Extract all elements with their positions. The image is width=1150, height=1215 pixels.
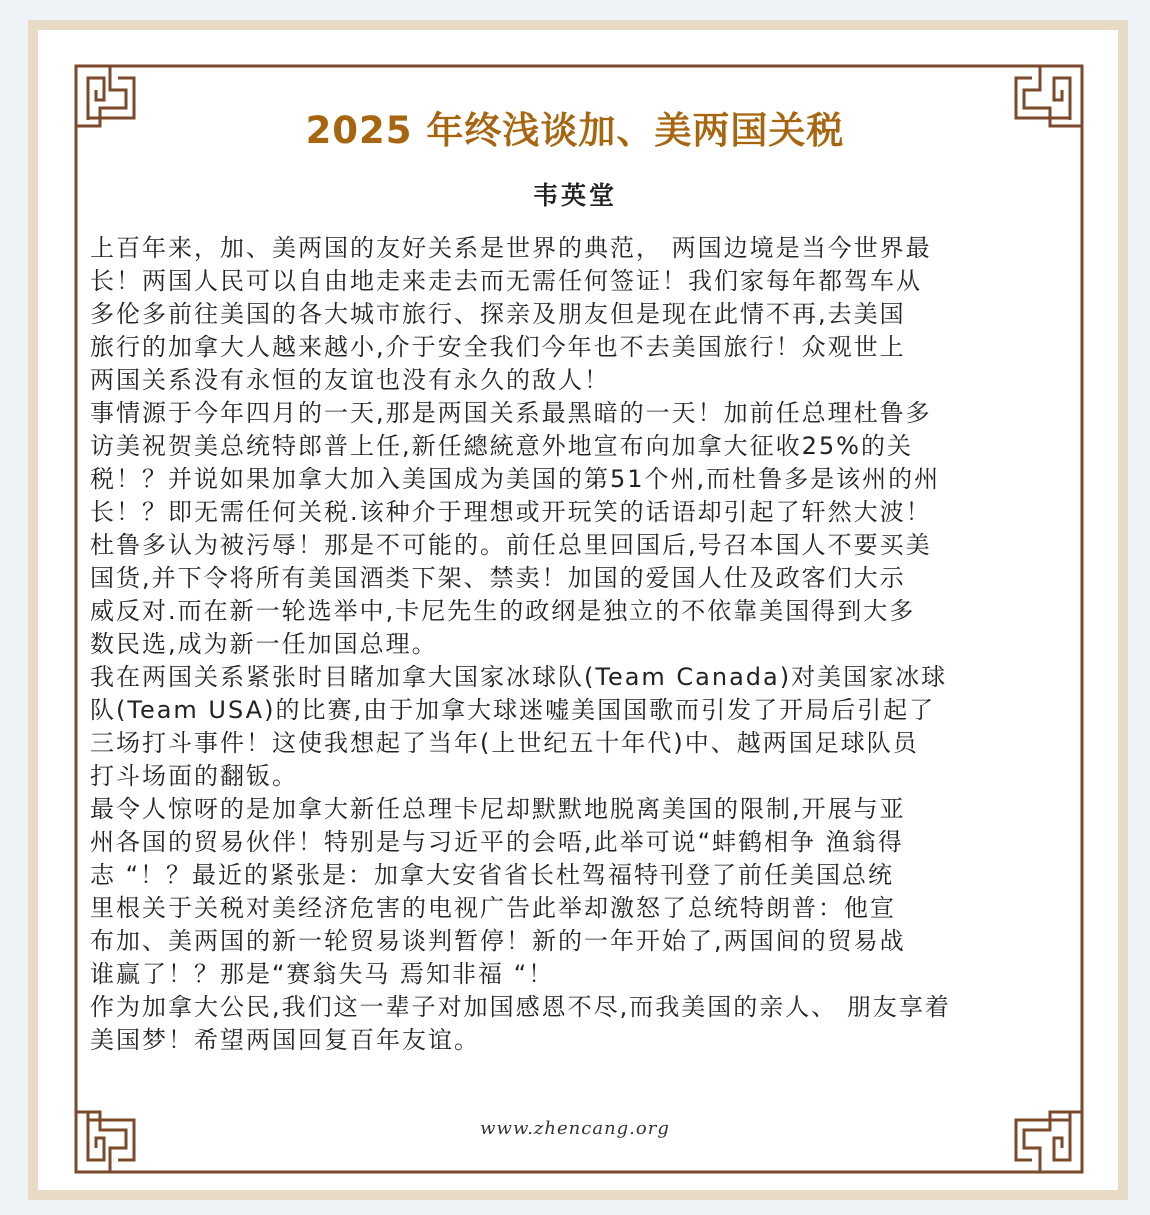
body-line: 两国关系没有永恒的友谊也没有永久的敌人！ bbox=[90, 366, 610, 394]
article-body bbox=[90, 232, 1062, 1057]
body-line: 威反对.而在新一轮选举中,卡尼先生的政纲是独立的不依靠美国得到大多 bbox=[90, 597, 916, 625]
body-line: 杜鲁多认为被污辱！那是不可能的。前任总里回国后,号召本国人不要买美 bbox=[90, 531, 932, 559]
article-author: 韦英堂 bbox=[532, 181, 617, 210]
body-line: 打斗场面的翻钣。 bbox=[90, 762, 298, 790]
body-line: 多伦多前往美国的各大城市旅行、探亲及朋友但是现在此情不再,去美国 bbox=[90, 300, 906, 328]
body-line: 访美祝贺美总统特郎普上任,新任總統意外地宣布向加拿大征收25%的关 bbox=[90, 432, 913, 460]
article-title: 2025 年终浅谈加、美两国关税 bbox=[305, 109, 845, 152]
body-line: 州各国的贸易伙伴！特别是与习近平的会唔,此举可说“蚌鹤相争 渔翁得 bbox=[90, 828, 904, 856]
body-line: 志 “！？最近的紧张是：加拿大安省省长杜驾福特刊登了前任美国总统 bbox=[90, 861, 895, 889]
body-line: 三场打斗事件！这使我想起了当年(上世纪五十年代)中、越两国足球队员 bbox=[90, 729, 919, 757]
body-line: 事情源于今年四月的一天,那是两国关系最黑暗的一天！加前任总理杜鲁多 bbox=[90, 399, 932, 427]
body-line: 长！两国人民可以自由地走来走去而无需任何签证！我们家每年都驾车从 bbox=[90, 267, 922, 295]
body-line: 布加、美两国的新一轮贸易谈判暂停！新的一年开始了,两国间的贸易战 bbox=[90, 927, 906, 955]
body-line: 我在两国关系紧张时目睹加拿大国家冰球队(Team Canada)对美国家冰球 bbox=[90, 663, 948, 691]
body-line: 长！？即无需任何关税.该种介于理想或开玩笑的话语却引起了轩然大波！ bbox=[90, 498, 932, 526]
body-line: 上百年来，加、美两国的友好关系是世界的典范， 两国边境是当今世界最 bbox=[90, 234, 932, 262]
body-line: 数民选,成为新一任加国总理。 bbox=[90, 630, 438, 658]
body-line: 旅行的加拿大人越来越小,介于安全我们今年也不去美国旅行！众观世上 bbox=[90, 333, 906, 361]
body-line: 税！？并说如果加拿大加入美国成为美国的第51个州,而杜鲁多是该州的州 bbox=[90, 465, 941, 493]
body-line: 队(Team USA)的比赛,由于加拿大球迷嘘美国国歌而引发了开局后引起了 bbox=[90, 696, 936, 724]
website-footer: www.zhencang.org bbox=[480, 1118, 670, 1139]
body-line: 里根关于关税对美经济危害的电视广告此举却激怒了总统特朗普：他宣 bbox=[90, 894, 896, 922]
body-line: 谁赢了！？那是“赛翁失马 焉知非福 “！ bbox=[90, 960, 555, 988]
body-line: 作为加拿大公民,我们这一辈子对加国感恩不尽,而我美国的亲人、 朋友享着 bbox=[90, 993, 951, 1021]
body-line: 美国梦！希望两国回复百年友谊。 bbox=[90, 1026, 480, 1054]
body-line: 最令人惊呀的是加拿大新任总理卡尼却默默地脱离美国的限制,开展与亚 bbox=[90, 795, 906, 823]
body-line: 国货,并下令将所有美国酒类下架、禁卖！加国的爱国人仕及政客们大示 bbox=[90, 564, 906, 592]
